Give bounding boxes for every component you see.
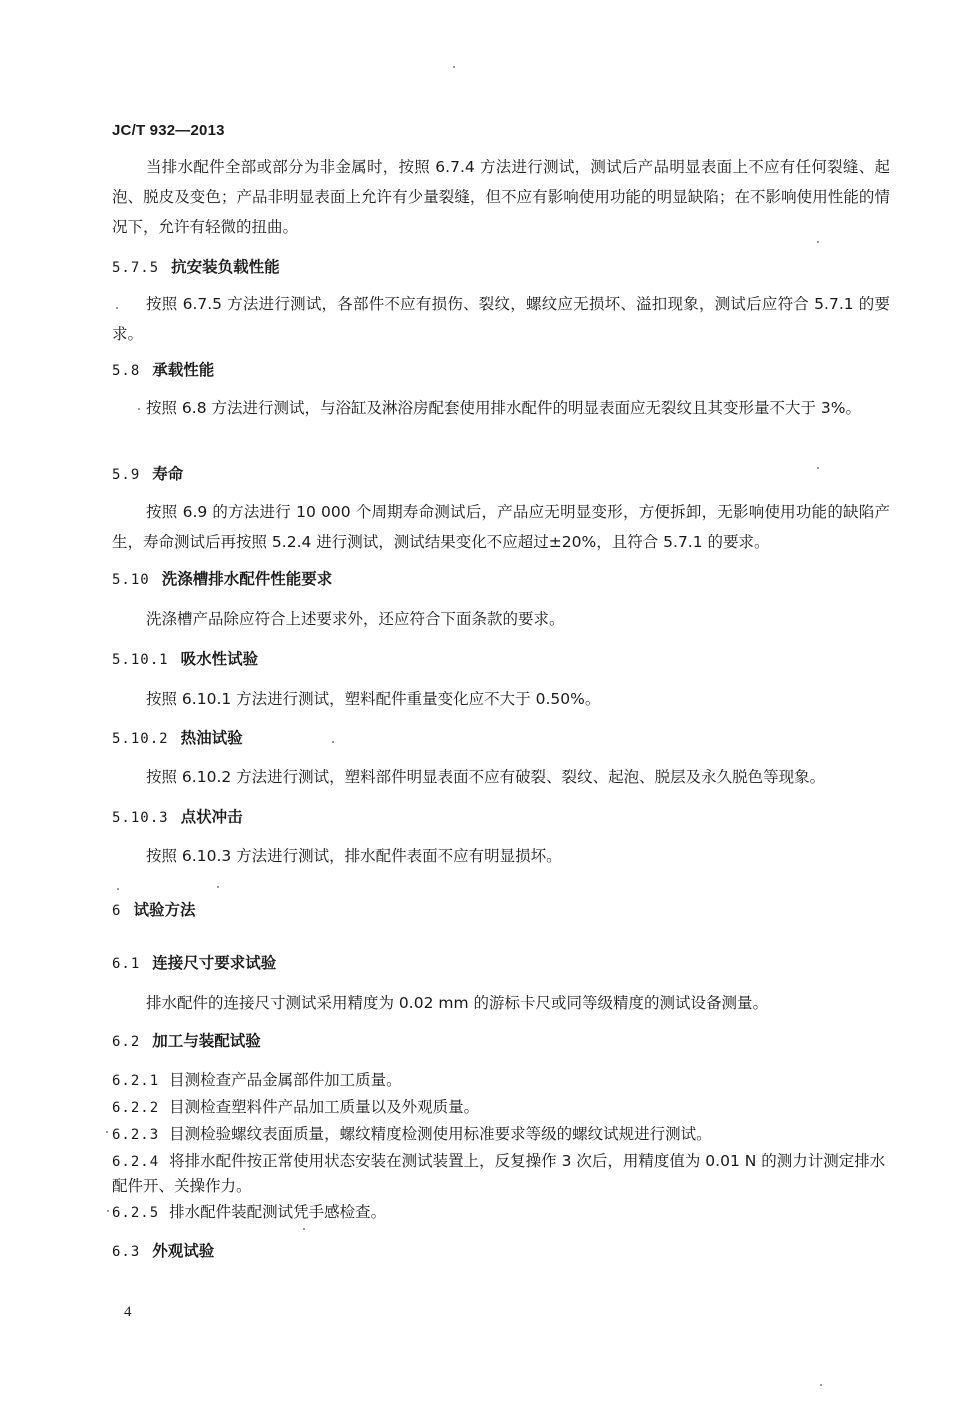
paragraph-5-9: 按照 6.9 的方法进行 10 000 个周期寿命测试后，产品应无明显变形，方便拆卸，无影响使用功能的缺陷产生，寿命测试后再按照 5.2.4 进行测试，测试结果变化不应超过±20%，且符合 5.7.1 的要求。 bbox=[112, 503, 890, 551]
scan-speck bbox=[217, 886, 219, 888]
paragraph-5-7-5: 按照 6.7.5 方法进行测试，各部件不应有损伤、裂纹，螺纹应无损坏、溢扣现象，测试后应符合 5.7.1 的要求。 bbox=[112, 295, 890, 343]
heading-5-7-5 bbox=[112, 256, 280, 279]
clause-title: 吸水性试验 bbox=[180, 650, 259, 668]
clause-number: 5.10.2 bbox=[112, 731, 169, 747]
clause-text: 目测检查产品金属部件加工质量。 bbox=[169, 1071, 402, 1089]
clause-number: 6 bbox=[112, 903, 122, 919]
page-number: 4 bbox=[124, 1304, 132, 1320]
clause-6-2-1 bbox=[112, 1068, 890, 1093]
clause-text: 目测检查塑料件产品加工质量以及外观质量。 bbox=[169, 1098, 480, 1116]
clause-number: 5.8 bbox=[112, 363, 141, 379]
scan-speck bbox=[116, 307, 118, 309]
clause-text: 目测检验螺纹表面质量，螺纹精度检测使用标准要求等级的螺纹试规进行测试。 bbox=[169, 1125, 712, 1143]
clause-number: 6.1 bbox=[112, 956, 141, 972]
scan-speck bbox=[453, 66, 455, 68]
clause-number: 6.2 bbox=[112, 1034, 141, 1050]
clause-number: 6.2.1 bbox=[112, 1073, 160, 1089]
clause-number: 5.7.5 bbox=[112, 260, 160, 276]
paragraph-5-10-3: 按照 6.10.3 方法进行测试，排水配件表面不应有明显损坏。 bbox=[146, 847, 562, 865]
paragraph-5-10-1: 按照 6.10.1 方法进行测试，塑料配件重量变化应不大于 0.50%。 bbox=[146, 690, 601, 708]
clause-number: 5.9 bbox=[112, 467, 141, 483]
heading-6-3 bbox=[112, 1240, 214, 1263]
paragraph-5-10-2: 按照 6.10.2 方法进行测试，塑料部件明显表面不应有破裂、裂纹、起泡、脱层及永久脱色等现象。 bbox=[146, 768, 826, 786]
scan-speck bbox=[138, 408, 140, 410]
clause-number: 5.10 bbox=[112, 572, 150, 588]
clause-title: 连接尺寸要求试验 bbox=[152, 954, 277, 972]
heading-6-1 bbox=[112, 952, 276, 975]
clause-6-2-4 bbox=[112, 1149, 890, 1198]
scan-speck bbox=[817, 241, 819, 243]
paragraph-6-1: 排水配件的连接尺寸测试采用精度为 0.02 mm 的游标卡尺或同等级精度的测试设备测量。 bbox=[146, 994, 768, 1012]
clause-number: 6.2.5 bbox=[112, 1205, 160, 1221]
clause-text: 将排水配件按正常使用状态安装在测试装置上，反复操作 3 次后，用精度值为 0.01 N 的测力计测定排水配件开、关操作力。 bbox=[112, 1152, 886, 1195]
clause-6-2-3 bbox=[112, 1122, 890, 1147]
clause-number: 6.2.2 bbox=[112, 1100, 160, 1116]
paragraph-nonmetal-parts: 当排水配件全部或部分为非金属时，按照 6.7.4 方法进行测试，测试后产品明显表面上不应有任何裂缝、起泡、脱皮及变色；产品非明显表面上允许有少量裂缝，但不应有影响使用功能的明显缺陷；在不影响使用性能的情况下，允许有轻微的扭曲。 bbox=[112, 158, 890, 236]
clause-title: 试验方法 bbox=[133, 901, 196, 919]
clause-number: 6.2.4 bbox=[112, 1154, 160, 1170]
heading-5-10-1 bbox=[112, 648, 258, 671]
clause-title: 点状冲击 bbox=[180, 808, 243, 826]
heading-6 bbox=[112, 899, 195, 922]
clause-title: 加工与装配试验 bbox=[152, 1032, 261, 1050]
scan-speck bbox=[107, 1210, 109, 1212]
scan-speck bbox=[117, 888, 119, 890]
scan-speck bbox=[817, 467, 819, 469]
heading-5-8 bbox=[112, 359, 214, 382]
heading-5-10-2 bbox=[112, 727, 243, 750]
clause-title: 外观试验 bbox=[152, 1242, 215, 1260]
clause-number: 6.3 bbox=[112, 1244, 141, 1260]
clause-6-2-2 bbox=[112, 1095, 890, 1120]
paragraph-5-8: 按照 6.8 方法进行测试，与浴缸及淋浴房配套使用排水配件的明显表面应无裂纹且其变形量不大于 3%。 bbox=[146, 399, 862, 417]
clause-number: 6.2.3 bbox=[112, 1127, 160, 1143]
clause-number: 5.10.3 bbox=[112, 810, 169, 826]
scan-speck bbox=[106, 1131, 108, 1133]
heading-5-10 bbox=[112, 568, 332, 591]
scan-speck bbox=[303, 1228, 305, 1230]
clause-title: 洗涤槽排水配件性能要求 bbox=[161, 570, 333, 588]
scan-speck bbox=[820, 1384, 822, 1386]
clause-title: 抗安装负载性能 bbox=[171, 258, 280, 276]
paragraph-5-10: 洗涤槽产品除应符合上述要求外，还应符合下面条款的要求。 bbox=[146, 610, 565, 628]
heading-5-10-3 bbox=[112, 806, 243, 829]
clause-title: 寿命 bbox=[152, 465, 184, 483]
scan-speck bbox=[332, 741, 334, 743]
standard-code-header: JC/T 932—2013 bbox=[112, 122, 225, 139]
clause-number: 5.10.1 bbox=[112, 652, 169, 668]
heading-6-2 bbox=[112, 1030, 261, 1053]
clause-title: 承载性能 bbox=[152, 361, 215, 379]
clause-text: 排水配件装配测试凭手感检查。 bbox=[169, 1203, 387, 1221]
heading-5-9 bbox=[112, 463, 183, 486]
clause-title: 热油试验 bbox=[180, 729, 243, 747]
clause-6-2-5 bbox=[112, 1200, 890, 1225]
